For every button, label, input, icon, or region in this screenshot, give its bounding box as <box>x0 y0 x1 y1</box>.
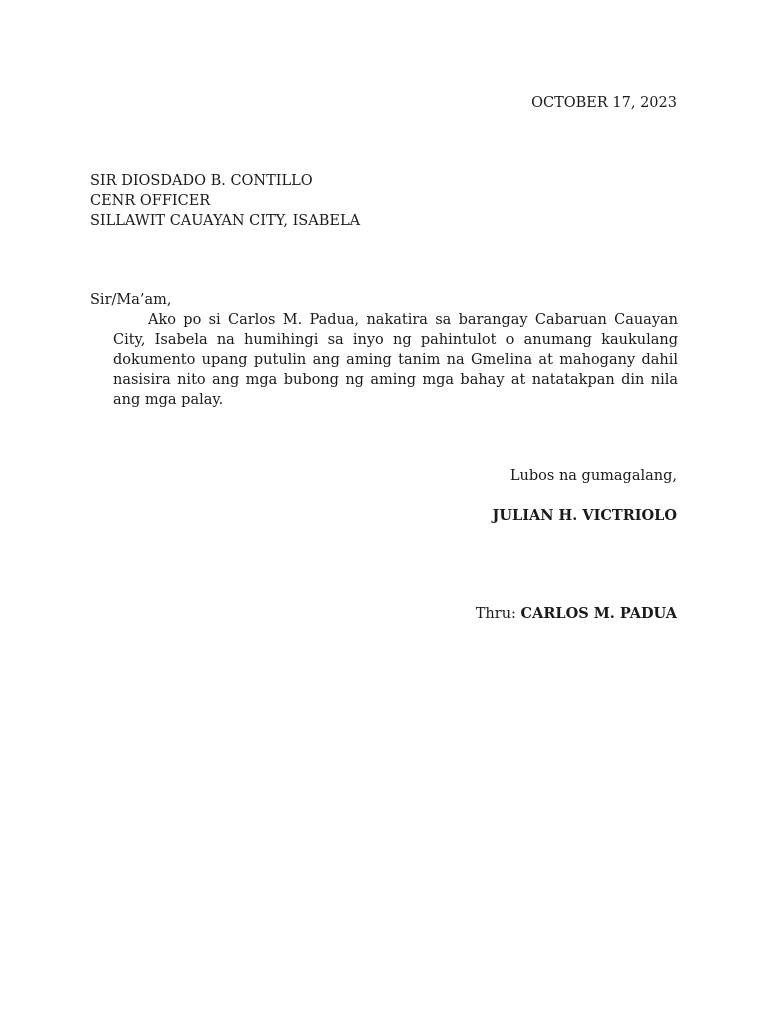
thru-label: Thru: <box>475 606 516 622</box>
recipient-title: CENR OFFICER <box>90 193 211 209</box>
signatory-name: JULIAN H. VICTRIOLO <box>492 507 677 524</box>
recipient-address: SILLAWIT CAUAYAN CITY, ISABELA <box>90 213 361 229</box>
letter-body: Ako po si Carlos M. Padua, nakatira sa barangay Cabaruan Cauayan City, Isabela na humihingi sa inyo ng pahintulot o anumang kaukulang dokumento upang putulin ang aming tanim na Gmelina at mahogany dahil nasisira nito ang mga bubong ng aming mga bahay at natatakpan din nila ang mga palay. <box>113 312 678 408</box>
recipient-block <box>90 171 360 231</box>
salutation: Sir/Ma’am, <box>90 292 172 308</box>
letter-date: OCTOBER 17, 2023 <box>531 95 677 111</box>
recipient-name: SIR DIOSDADO B. CONTILLO <box>90 173 313 189</box>
complimentary-closing: Lubos na gumagalang, <box>509 468 677 484</box>
thru-line <box>476 604 677 624</box>
thru-name: CARLOS M. PADUA <box>520 605 677 622</box>
